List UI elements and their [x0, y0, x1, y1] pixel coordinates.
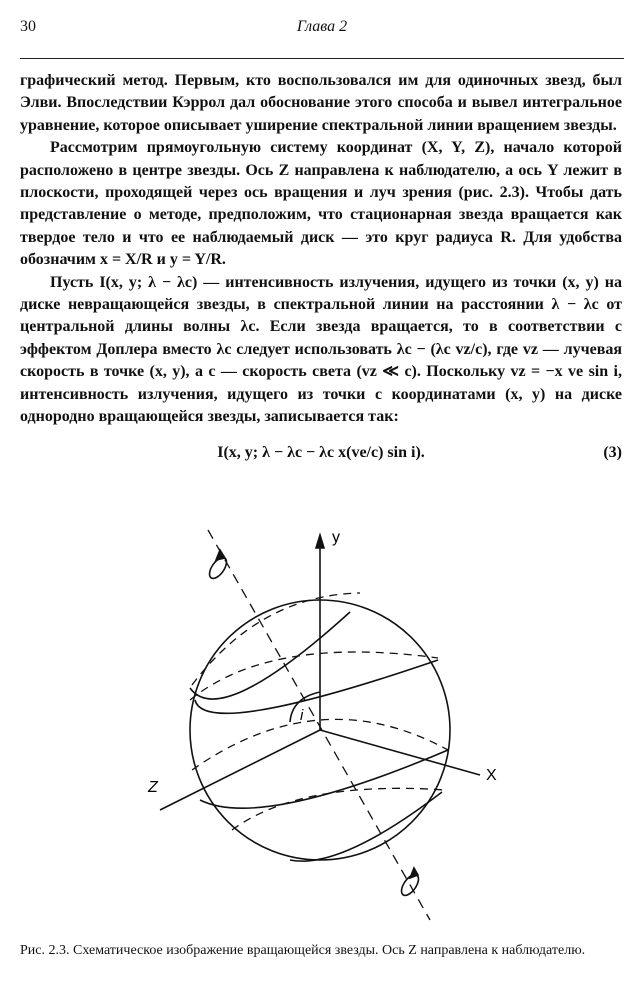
- latitude-front-arc: [200, 750, 448, 808]
- star-diagram: [120, 500, 540, 930]
- rotating-star-figure: [120, 500, 540, 935]
- rotation-arrowhead-icon: [410, 868, 418, 878]
- y-axis-label: y: [332, 529, 340, 546]
- equation-number: (3): [603, 444, 622, 461]
- header-rule: [20, 58, 624, 59]
- latitude-front-arc: [195, 660, 438, 713]
- chapter-title: Глава 2: [296, 18, 348, 35]
- x-axis-label: X: [486, 767, 497, 784]
- page-header: [20, 18, 624, 42]
- latitude-back-arc: [232, 788, 445, 830]
- rotation-arrowhead-icon: [216, 550, 225, 560]
- angle-arc: [290, 692, 320, 722]
- angle-label: i: [300, 707, 304, 724]
- equation-body: I(x, y; λ − λc − λc x(ve/c) sin i).: [217, 444, 425, 461]
- rotation-axis: [208, 530, 430, 920]
- z-axis-label: Z: [148, 779, 158, 796]
- page-number: 30: [20, 18, 36, 35]
- paragraph: Рассмотрим прямоугольную систему координат (X, Y, Z), начало которой расположено в центре звезды. Ось Z направлена к наблюдателю, а ось Y лежит в плоскости, проходящей через ось вращения и луч зрения (рис. 2.3). Чтобы дать представление о методе, предположим, что стационарная звезда вращается как твердое тело и что ее наблюдаемый диск — это круг радиуса R. Для удобства обозначим x = X/R и y = Y/R.: [20, 139, 622, 269]
- figure-caption: Рис. 2.3. Схематическое изображение вращающейся звезды. Ось Z направлена к наблюдателю.: [20, 943, 586, 958]
- y-axis-arrow-icon: [316, 535, 324, 548]
- paragraph: графический метод. Первым, кто воспользовался им для одиночных звезд, был Элви. Впоследствии Кэррол дал обоснование этого способа и вывел интегральное уравнение, которое описывает уширение спектральной линии вращением звезды.: [20, 72, 622, 134]
- paragraph: Пусть I(x, y; λ − λc) — интенсивность излучения, идущего из точки (x, y) на диске невращающейся звезды, в спектральной линии на расстоянии λ − λc от центральной длины волны λc. Если звезда вращается, то в соответствии с эффектом Доплера вместо λc следует использовать λc − (λc vz/c), где vz — лучевая скорость в точке (x, y), а c — скорость света (vz ≪ c). Поскольку vz = −x ve sin i, интенсивность излучения, идущего из точки с координатами (x, y) на диске однородно вращающейся звезды, записывается так:: [20, 273, 622, 426]
- equation: [20, 444, 622, 466]
- body-text: [20, 70, 622, 429]
- z-axis-line: [160, 730, 320, 810]
